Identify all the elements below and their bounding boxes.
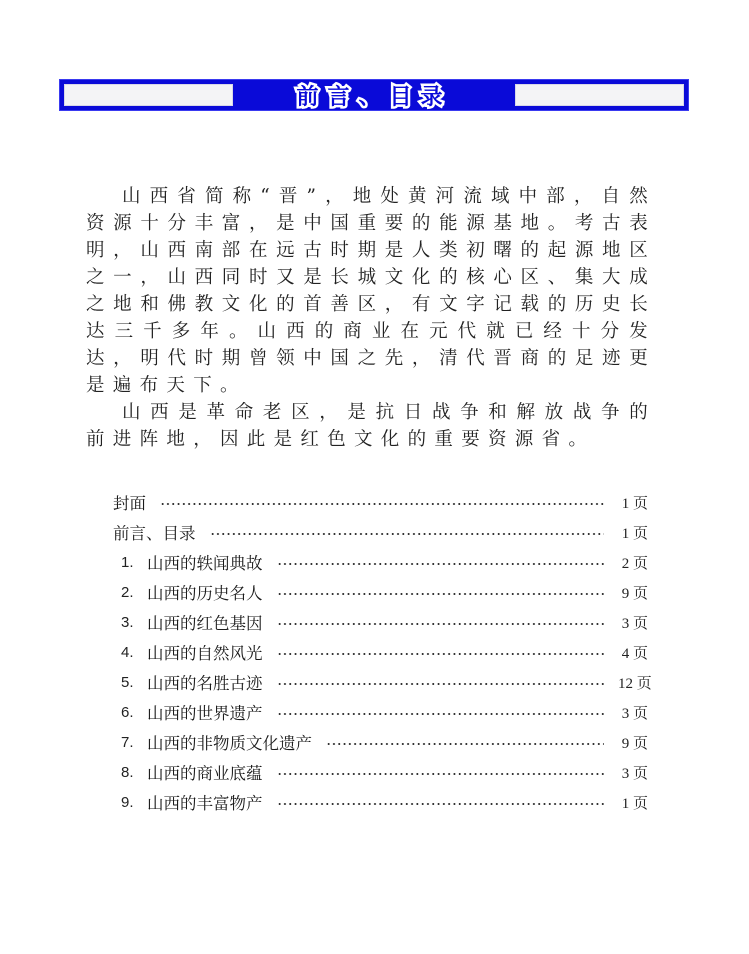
toc-entry-page: 9 页 — [621, 585, 648, 602]
toc-entry-label: 山西的红色基因 — [147, 614, 263, 633]
toc-entry-number: 1. — [121, 553, 134, 571]
toc-entry-6[interactable] — [113, 697, 648, 727]
toc-entry-9[interactable] — [113, 787, 648, 817]
page-title: 前言、目录 — [296, 84, 452, 110]
dot-leader — [277, 623, 605, 625]
toc-entry-label: 山西的世界遗产 — [147, 704, 263, 723]
toc-entry-number: 7. — [121, 733, 134, 751]
toc-entry-label: 前言、目录 — [113, 524, 196, 543]
toc-entry-4[interactable] — [113, 637, 648, 667]
table-of-contents — [113, 487, 652, 817]
dot-leader — [326, 743, 604, 745]
toc-entry-page: 3 页 — [621, 765, 648, 782]
toc-entry-number: 6. — [121, 703, 134, 721]
dot-leader — [277, 563, 605, 565]
toc-entry-label: 山西的名胜古迹 — [147, 674, 263, 693]
toc-entry-page: 12 页 — [618, 675, 652, 692]
preface-paragraph-1: 山西省简称“晋”，地处黄河流域中部，自然资源十分丰富，是中国重要的能源基地。考古表明，山西南部在远古时期是人类初曙的起源地区之一，山西同时又是长城文化的核心区、集大成之地和佛教文化的首善区，有文字记载的历史长达三千多年。山西的商业在元代就已经十分发达，明代时期曾领中国之先，清代晋商的足迹更是遍布天下。 — [86, 186, 656, 396]
toc-entry-page: 1 页 — [621, 495, 648, 512]
toc-entry-page: 4 页 — [621, 645, 648, 662]
toc-entry-cover[interactable] — [113, 487, 648, 517]
toc-entry-number: 2. — [121, 583, 134, 601]
banner-right-panel — [515, 84, 684, 106]
toc-entry-1[interactable] — [113, 547, 648, 577]
toc-entry-3[interactable] — [113, 607, 648, 637]
section-title-banner — [59, 79, 689, 111]
preface-paragraph-2: 山西是革命老区，是抗日战争和解放战争的前进阵地，因此是红色文化的重要资源省。 — [86, 402, 656, 450]
toc-entry-number: 4. — [121, 643, 134, 661]
toc-entry-label: 山西的历史名人 — [147, 584, 263, 603]
toc-entry-page: 1 页 — [621, 795, 648, 812]
dot-leader — [277, 653, 605, 655]
dot-leader — [277, 773, 605, 775]
preface-text — [86, 183, 656, 453]
toc-entry-label: 封面 — [113, 494, 146, 513]
toc-entry-5[interactable] — [113, 667, 652, 697]
dot-leader — [277, 593, 605, 595]
toc-entry-label: 山西的商业底蕴 — [147, 764, 263, 783]
toc-entry-page: 3 页 — [621, 705, 648, 722]
dot-leader — [160, 503, 604, 505]
dot-leader — [277, 713, 605, 715]
toc-entry-2[interactable] — [113, 577, 648, 607]
toc-entry-number: 3. — [121, 613, 134, 631]
toc-entry-page: 1 页 — [621, 525, 648, 542]
toc-entry-label: 山西的非物质文化遗产 — [147, 734, 312, 753]
banner-left-panel — [64, 84, 233, 106]
toc-entry-label: 山西的丰富物产 — [147, 794, 263, 813]
dot-leader — [277, 803, 605, 805]
toc-entry-8[interactable] — [113, 757, 648, 787]
toc-entry-preface[interactable] — [113, 517, 648, 547]
dot-leader — [210, 533, 605, 535]
toc-entry-number: 9. — [121, 793, 134, 811]
toc-entry-label: 山西的自然风光 — [147, 644, 263, 663]
toc-entry-page: 9 页 — [621, 735, 648, 752]
toc-entry-number: 8. — [121, 763, 134, 781]
toc-entry-label: 山西的轶闻典故 — [147, 554, 263, 573]
toc-entry-page: 3 页 — [621, 615, 648, 632]
toc-entry-7[interactable] — [113, 727, 648, 757]
dot-leader — [277, 683, 605, 685]
toc-entry-page: 2 页 — [621, 555, 648, 572]
toc-entry-number: 5. — [121, 673, 134, 691]
